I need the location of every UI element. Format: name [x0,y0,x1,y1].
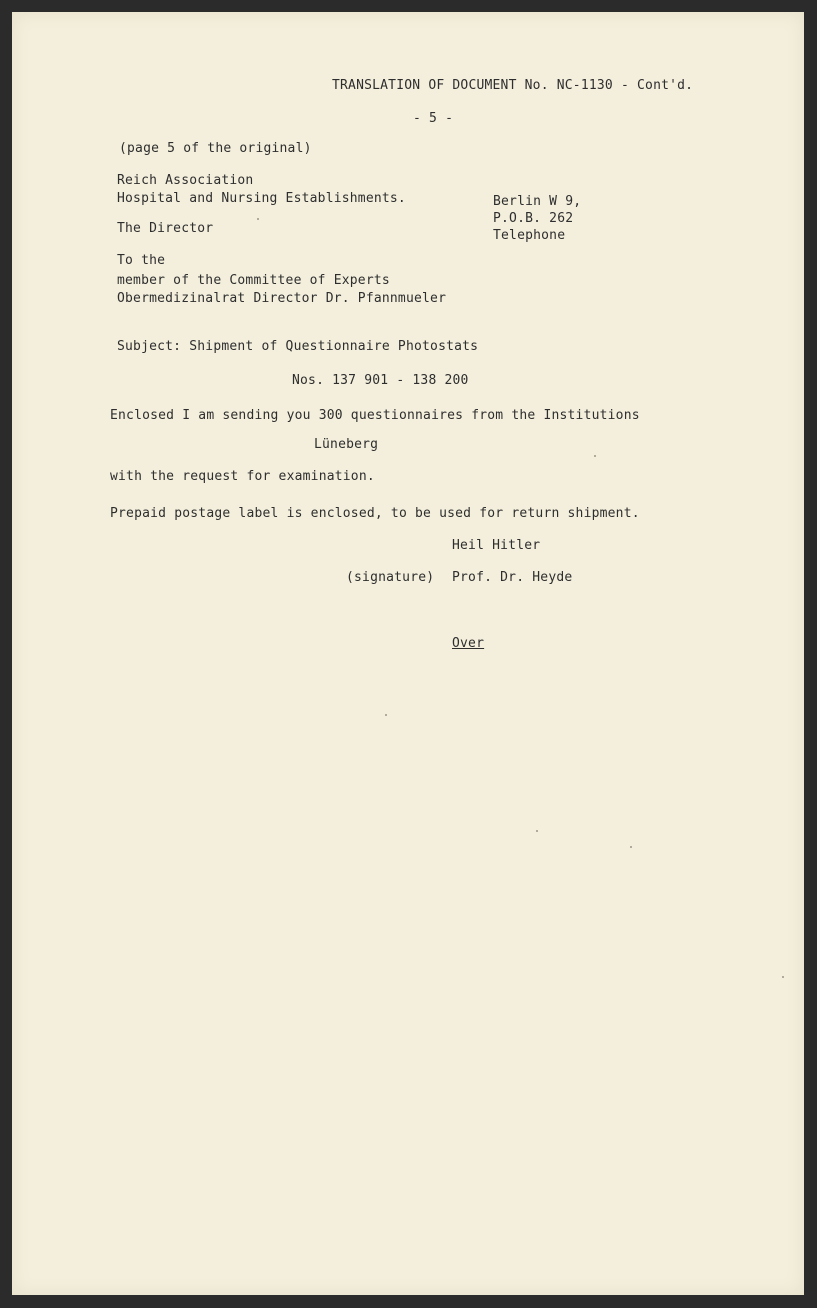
body-line3: Prepaid postage label is enclosed, to be used for return shipment. [110,506,640,521]
body-line2: with the request for examination. [110,469,375,484]
sender-org-line1: Reich Association [117,173,254,188]
document-page [12,12,804,1295]
subject-line: Subject: Shipment of Questionnaire Photostats [117,339,479,354]
paper-speck [536,830,538,832]
document-numbers: Nos. 137 901 - 138 200 [292,373,469,388]
sender-org-line2: Hospital and Nursing Establishments. [117,191,406,206]
recipient-line2: member of the Committee of Experts [117,273,390,288]
page-note: (page 5 of the original) [119,141,312,156]
address-line2: P.O.B. 262 [493,211,574,226]
sender-role: The Director [117,221,214,236]
signatory: Prof. Dr. Heyde [452,570,573,585]
address-line3: Telephone [493,228,566,243]
signature-note: (signature) [346,570,435,585]
header-title: TRANSLATION OF DOCUMENT No. NC-1130 - Cont'd. [332,78,694,93]
body-line1: Enclosed I am sending you 300 questionnaires from the Institutions [110,408,640,423]
closing: Heil Hitler [452,538,541,553]
page-number: - 5 - [413,111,454,126]
address-line1: Berlin W 9, [493,194,582,209]
paper-speck [257,218,259,220]
institution-name: Lüneberg [314,437,379,452]
paper-speck [385,714,387,716]
over-note: Over [452,636,485,651]
paper-speck [782,976,784,978]
paper-speck [594,455,596,457]
recipient-line1: To the [117,253,166,268]
recipient-line3: Obermedizinalrat Director Dr. Pfannmueler [117,291,447,306]
paper-speck [630,846,632,848]
